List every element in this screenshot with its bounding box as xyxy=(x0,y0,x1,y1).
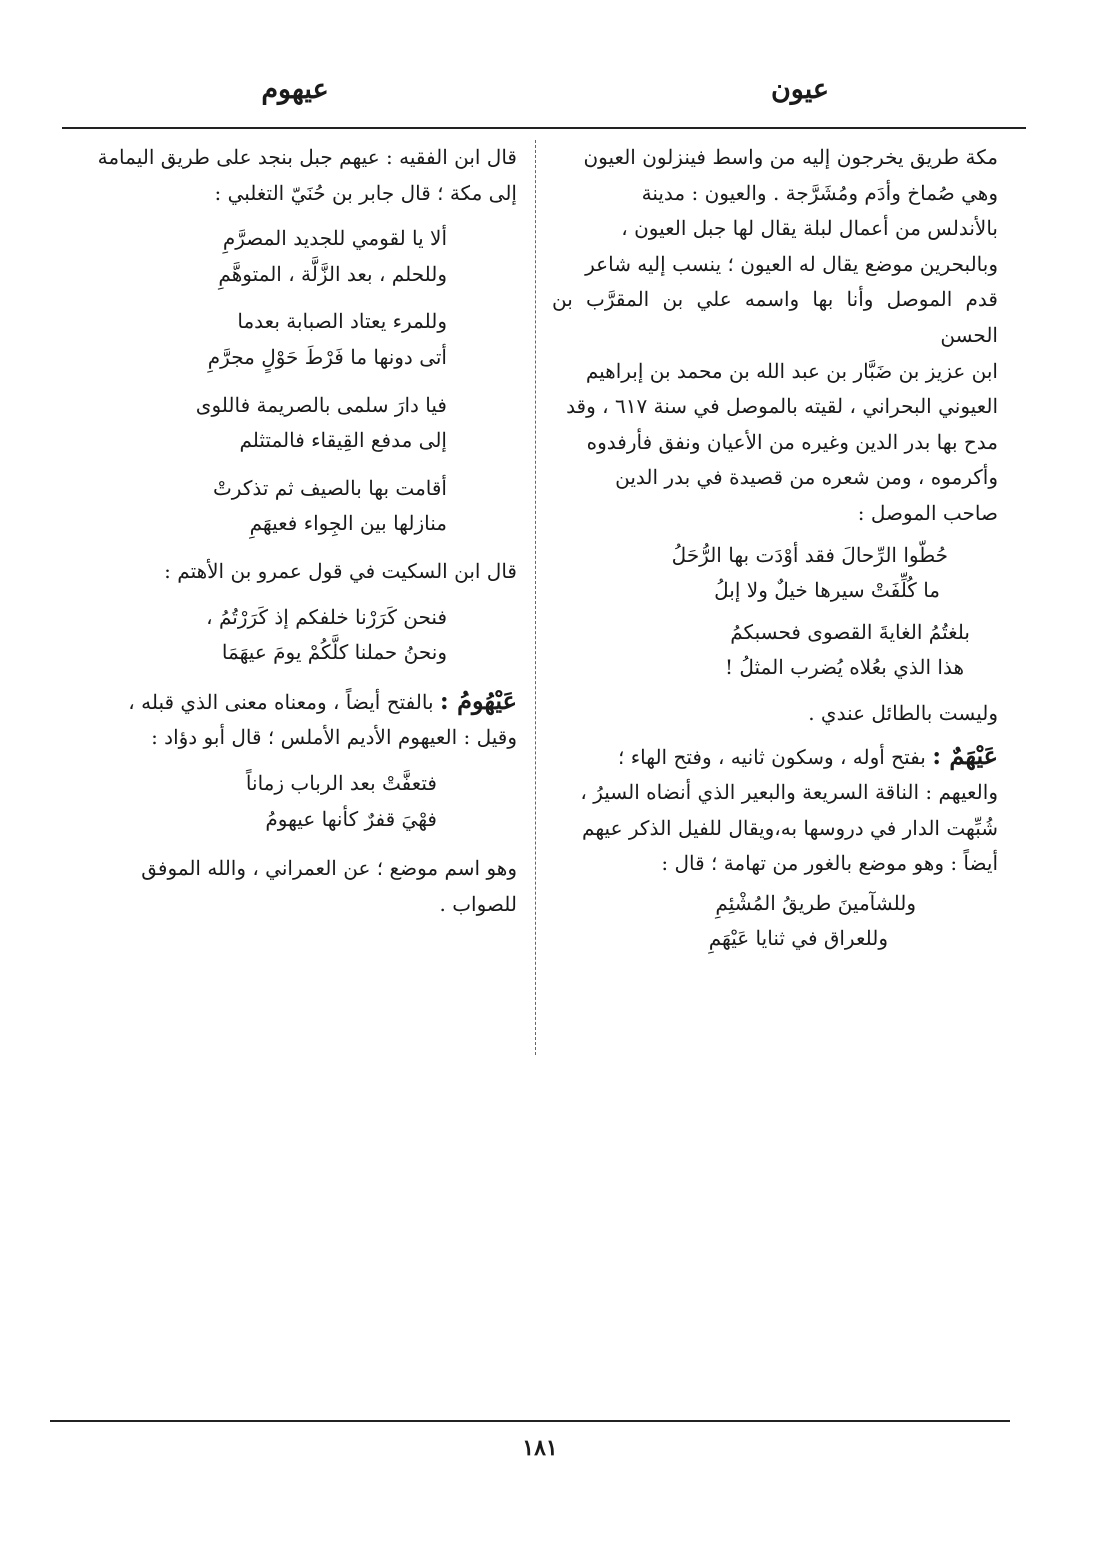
entry-text: بالفتح أيضاً ، ومعناه معنى الذي قبله ، xyxy=(128,689,434,714)
left-column xyxy=(65,140,517,922)
page-header-left: عيهوم xyxy=(261,74,329,105)
verse-line: وللعراق في ثنايا عَيْهَمِ xyxy=(708,926,888,951)
text-line: شُبِّهت الدار في دروسها به،ويقال للفيل الذكر عيهم xyxy=(582,815,998,840)
poem-verse-block xyxy=(65,766,517,837)
verse-line: بلغتُمُ الغايةَ القصوى فحسبكمُ xyxy=(730,619,970,644)
text-line: العيوني البحراني ، لقيته بالموصل في سنة ٦١٧ ، وقد xyxy=(566,394,998,419)
poem-verse-block xyxy=(65,388,517,459)
text-line: صاحب الموصل : xyxy=(857,500,998,525)
verse-line: هذا الذي بعُلاه يُضرب المثلُ ! xyxy=(724,655,964,680)
right-column xyxy=(552,140,998,957)
entry-first-line xyxy=(65,683,517,721)
page-header-right: عيون xyxy=(770,74,830,105)
paragraph-ayham xyxy=(552,775,998,882)
poem-verse-block xyxy=(65,471,517,542)
entry-text: بفتح أوله ، وسكون ثانيه ، وفتح الهاء ؛ xyxy=(618,744,926,769)
verse-line: فنحن كَرَرْنا خلفكم إذ كَرَرْتُمُ ، xyxy=(206,604,447,629)
paragraph: وقيل : العيهوم الأديم الأملس ؛ قال أبو دؤاد : xyxy=(151,725,517,750)
verse-line: إلى مدفع القِيقاء فالمتثلم xyxy=(239,428,447,453)
entry-first-line xyxy=(552,738,998,776)
paragraph-closing xyxy=(65,851,517,922)
verse-line: ألا يا لقومي للجديد المصرَّمِ xyxy=(222,226,447,251)
poem-verse-block xyxy=(552,538,998,686)
poem-verse-block xyxy=(65,304,517,375)
verse-line: أقامت بها بالصيف ثم تذكرتْ xyxy=(212,475,447,500)
poem-verse-block xyxy=(552,886,998,957)
entry-heading-ayham: عَيْهَمٌ : xyxy=(932,740,998,770)
paragraph-ayun-continuation xyxy=(552,140,998,532)
text-line: للصواب . xyxy=(439,891,517,916)
page-number: ١٨١ xyxy=(522,1435,558,1461)
footer-rule xyxy=(50,1420,1010,1422)
paragraph: وليست بالطائل عندي . xyxy=(808,700,998,725)
text-line: وبالبحرين موضع يقال له العيون ؛ ينسب إليه شاعر xyxy=(585,251,998,276)
text-line: أيضاً : وهو موضع بالغور من تهامة ؛ قال : xyxy=(661,851,998,876)
text-line: إلى مكة ؛ قال جابر بن حُنَيّ التغلبي : xyxy=(214,180,517,205)
text-line: ابن عزيز بن ضَبَّار بن عبد الله بن محمد بن إبراهيم xyxy=(585,358,998,383)
text-line: بالأندلس من أعمال لبلة يقال لها جبل العيون ، xyxy=(621,216,998,241)
verse-line: فيا دارَ سلمى بالصريمة فاللوى xyxy=(195,392,447,417)
header-rule xyxy=(62,127,1026,129)
text-line: مدح بها بدر الدين وغيره من الأعيان ونفق فأرفدوه xyxy=(586,429,998,454)
verse-line: فتعفَّتْ بعد الرباب زماناً xyxy=(245,770,437,795)
verse-line: وللمرء يعتاد الصبابة بعدما xyxy=(237,309,447,334)
entry-heading-ayhum: عَيْهُومُ : xyxy=(439,685,517,715)
verse-line: ونحنُ حملنا كلَّكُمْ يومَ عيهَمَا xyxy=(221,640,447,665)
text-line: وهي صُماخ وأدَم ومُشَرَّجة . والعيون : مدينة xyxy=(641,180,998,205)
poem-verse-block xyxy=(65,221,517,292)
verse-line: وللشآمينَ طريقُ المُشْئِمِ xyxy=(715,890,916,915)
verse-line: وللحلم ، بعد الزَّلَّة ، المتوهَّمِ xyxy=(218,261,447,286)
paragraph: قال ابن السكيت في قول عمرو بن الأهتم : xyxy=(164,558,517,583)
text-line: والعيهم : الناقة السريعة والبعير الذي أنضاه السيرُ ، xyxy=(580,780,998,805)
column-divider xyxy=(535,140,536,1055)
text-line: وأكرموه ، ومن شعره من قصيدة في بدر الدين xyxy=(615,465,998,490)
verse-line: فهْيَ قفرٌ كأنها عيهومُ xyxy=(265,806,437,831)
paragraph-ayham-ibn-faqih xyxy=(65,140,517,211)
text-line: وهو اسم موضع ؛ عن العمراني ، والله الموفق xyxy=(141,856,517,881)
text-line: قال ابن الفقيه : عيهم جبل بنجد على طريق اليمامة xyxy=(97,145,517,169)
poem-verse-block xyxy=(65,600,517,671)
verse-line: أتى دونها ما فَرْطَ حَوْلٍ مجرَّمِ xyxy=(207,344,447,369)
verse-line: منازلها بين الجِواء فعيهَمِ xyxy=(249,511,447,536)
text-line: مكة طريق يخرجون إليه من واسط فينزلون العيون xyxy=(583,145,998,169)
verse-line: حُطّوا الرِّحالَ فقد أوْدَت بها الرُّحَلُ xyxy=(671,542,948,567)
text-line: قدم الموصل وأنا بها واسمه علي بن المقرَّب بن الحسن xyxy=(552,287,998,347)
verse-line: ما كُلِّفَتْ سيرها خيلٌ ولا إبلُ xyxy=(714,578,940,603)
